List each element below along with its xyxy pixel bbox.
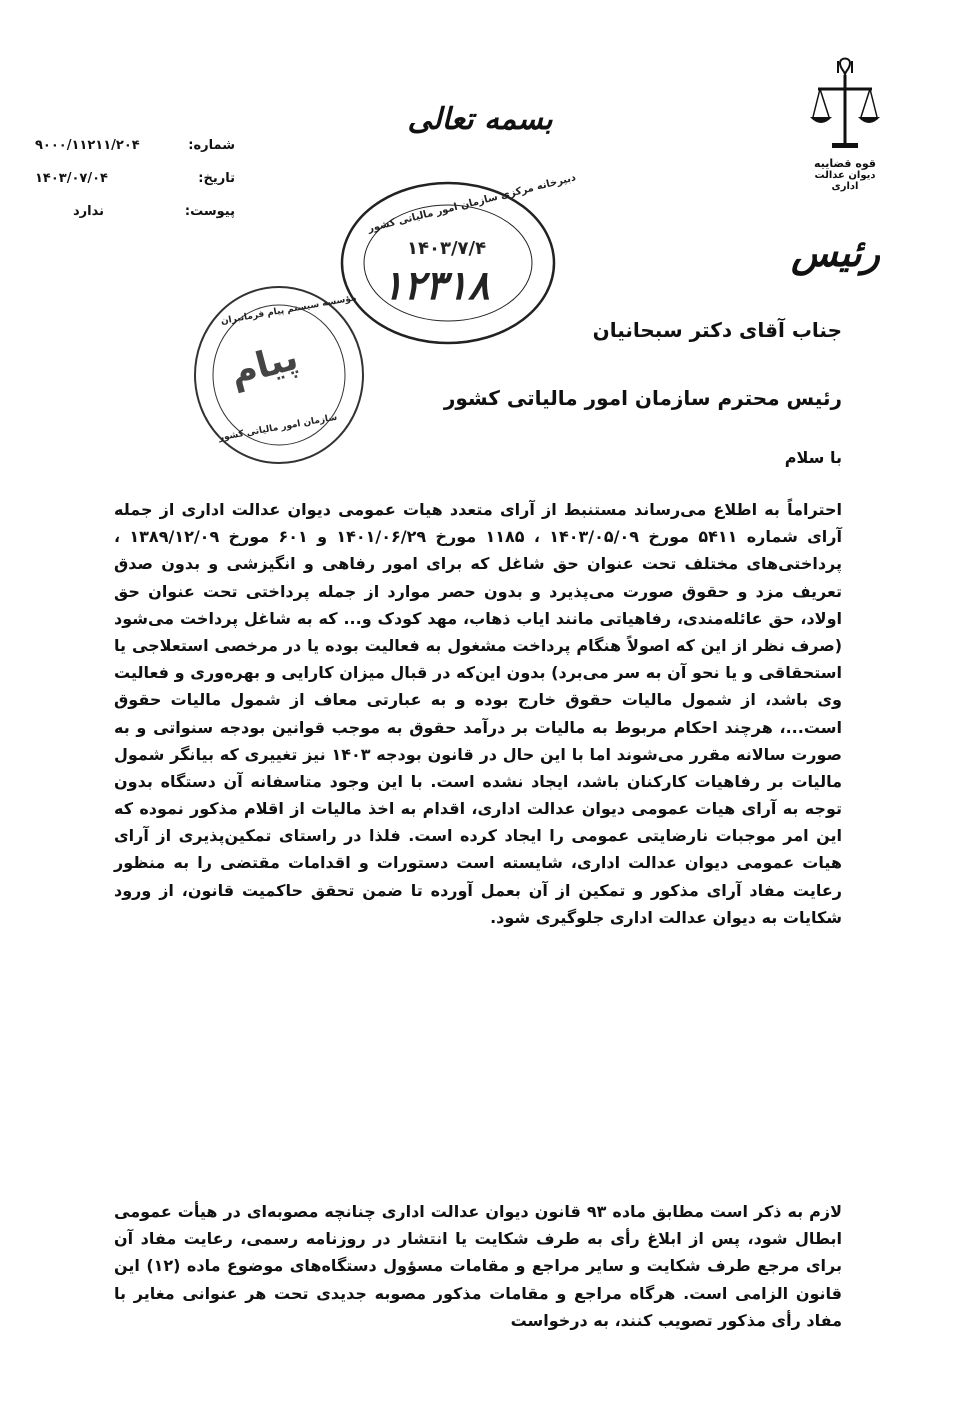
date-value: ۱۴۰۳/۰۷/۰۴ [35, 171, 108, 186]
message-stamp [190, 283, 368, 468]
date-label: تاریخ: [198, 171, 235, 186]
emblem-caption-court: دیوان عدالت اداری [814, 170, 876, 192]
registration-stamp-label: دبیرخانه مرکزی سازمان امور مالیاتی کشور [366, 172, 578, 235]
body-paragraph-1: احتراماً به اطلاع می‌رساند مستنبط از آرای متعدد هیات عمومی دیوان عدالت اداری از جمله آرای شماره ۵۴۱۱ مورخ ۱۴۰۳/۰۵/۰۹ ، ۱۱۸۵ مورخ ۱۴۰۱/۰۶/۲۹ و ۶۰۱ مورخ ۱۳۸۹/۱۲/۰۹ ، پرداختی‌های مختلف تحت عنوان حق شاغل که برای امور رفاهی و انگیزشی و بدون صدق تعریف مزد و حقوق صورت می‌پذیرد و بدون حصر موارد از جمله پرداختی تحت عنوان حق اولاد، حق عائله‌مندی، رفاهیاتی مانند ایاب ذهاب، مهد کودک و... که به شاغل پرداخت می‌شود (صرف نظر از این که اصولاً هنگام پرداخت مشغول به فعالیت بوده یا در مرخصی استعلاجی یا استحقاقی و یا نحو آن به سر می‌برد) بدون این‌که در قبال میزان کارایی و بهره‌وری و فعالیت وی باشد، از شمول مالیات حقوق خارج بوده و به عبارتی معاف از شمول مالیات حقوق است...، هرچند احکام مربوط به مالیات بر درآمد حقوق به موجب قوانین بودجه سنواتی و به صورت سالانه مقرر می‌شوند اما با این حال در قانون بودجه ۱۴۰۳ نیز تغییری که بیانگر شمول مالیات بر رفاهیات کارکنان باشد، ایجاد نشده است. با این وجود متاسفانه آن دستگاه بدون توجه به آرای هیات عمومی دیوان عدالت اداری، اقدام به اخذ مالیات از اقلام مذکور نموده که این امر موجبات نارضایتی عمومی را ایجاد کرده است. فلذا در راستای تمکین‌پذیری از آرای هیات عمومی دیوان عدالت اداری، شایسته است دستورات و اقدامات مقتضی را به منظور رعایت مفاد آرای مذکور و تمکین از آن بعمل آورده تا ضمن تحقق حاکمیت قانون، از ورود شکایات به دیوان عدالت اداری جلوگیری شود. [114, 500, 842, 927]
number-label: شماره: [188, 138, 235, 153]
number-row [35, 138, 235, 171]
greeting: با سلام [784, 448, 842, 467]
message-stamp-word: پیام [225, 336, 303, 395]
letter-meta [35, 138, 235, 237]
attachment-label: پیوست: [184, 204, 235, 219]
attachment-row [35, 204, 235, 237]
registration-stamp-number: ۱۲۳۱۸ [382, 263, 490, 309]
chief-title: رئیس [791, 230, 880, 275]
scales-of-justice-icon [810, 55, 880, 155]
attachment-value: ندارد [73, 204, 105, 219]
emblem-caption-judiciary: قوه قضاییه [814, 157, 876, 170]
number-value: ۹۰۰۰/۱۱۲۱۱/۲۰۴ [35, 138, 140, 153]
addressee-name: جناب آقای دکتر سبحانیان [592, 318, 842, 342]
registration-stamp-date: ۱۴۰۳/۷/۴ [407, 238, 487, 259]
letter-heading: بسمه تعالی [407, 102, 553, 137]
date-row [35, 171, 235, 204]
body-paragraph-2: لازم به ذکر است مطابق ماده ۹۳ قانون دیوان عدالت اداری چنانچه مصوبه‌ای در هیأت عمومی ابطال شود، پس از ابلاغ رأی به طرف شکایت یا انتشار در روزنامه رسمی، رعایت مفاد آن برای مرجع طرف شکایت و سایر مراجع و مقامات مسؤول دستگاه‌های موضوع ماده (۱۲) این قانون الزامی است. هرگاه مراجع و مقامات مذکور مصوبه جدیدی تحت هر عنوانی مغایر با مفاد رأی مذکور تصویب کنند، به درخواست [114, 1202, 842, 1330]
addressee-title: رئیس محترم سازمان امور مالیاتی کشور [443, 386, 842, 410]
registration-stamp [337, 172, 578, 348]
message-stamp-label: مؤسسه سیستم پیام فرمانبران [220, 293, 358, 327]
judiciary-emblem [800, 55, 890, 210]
message-stamp-sub: سازمان امور مالیاتی کشور [218, 412, 338, 444]
